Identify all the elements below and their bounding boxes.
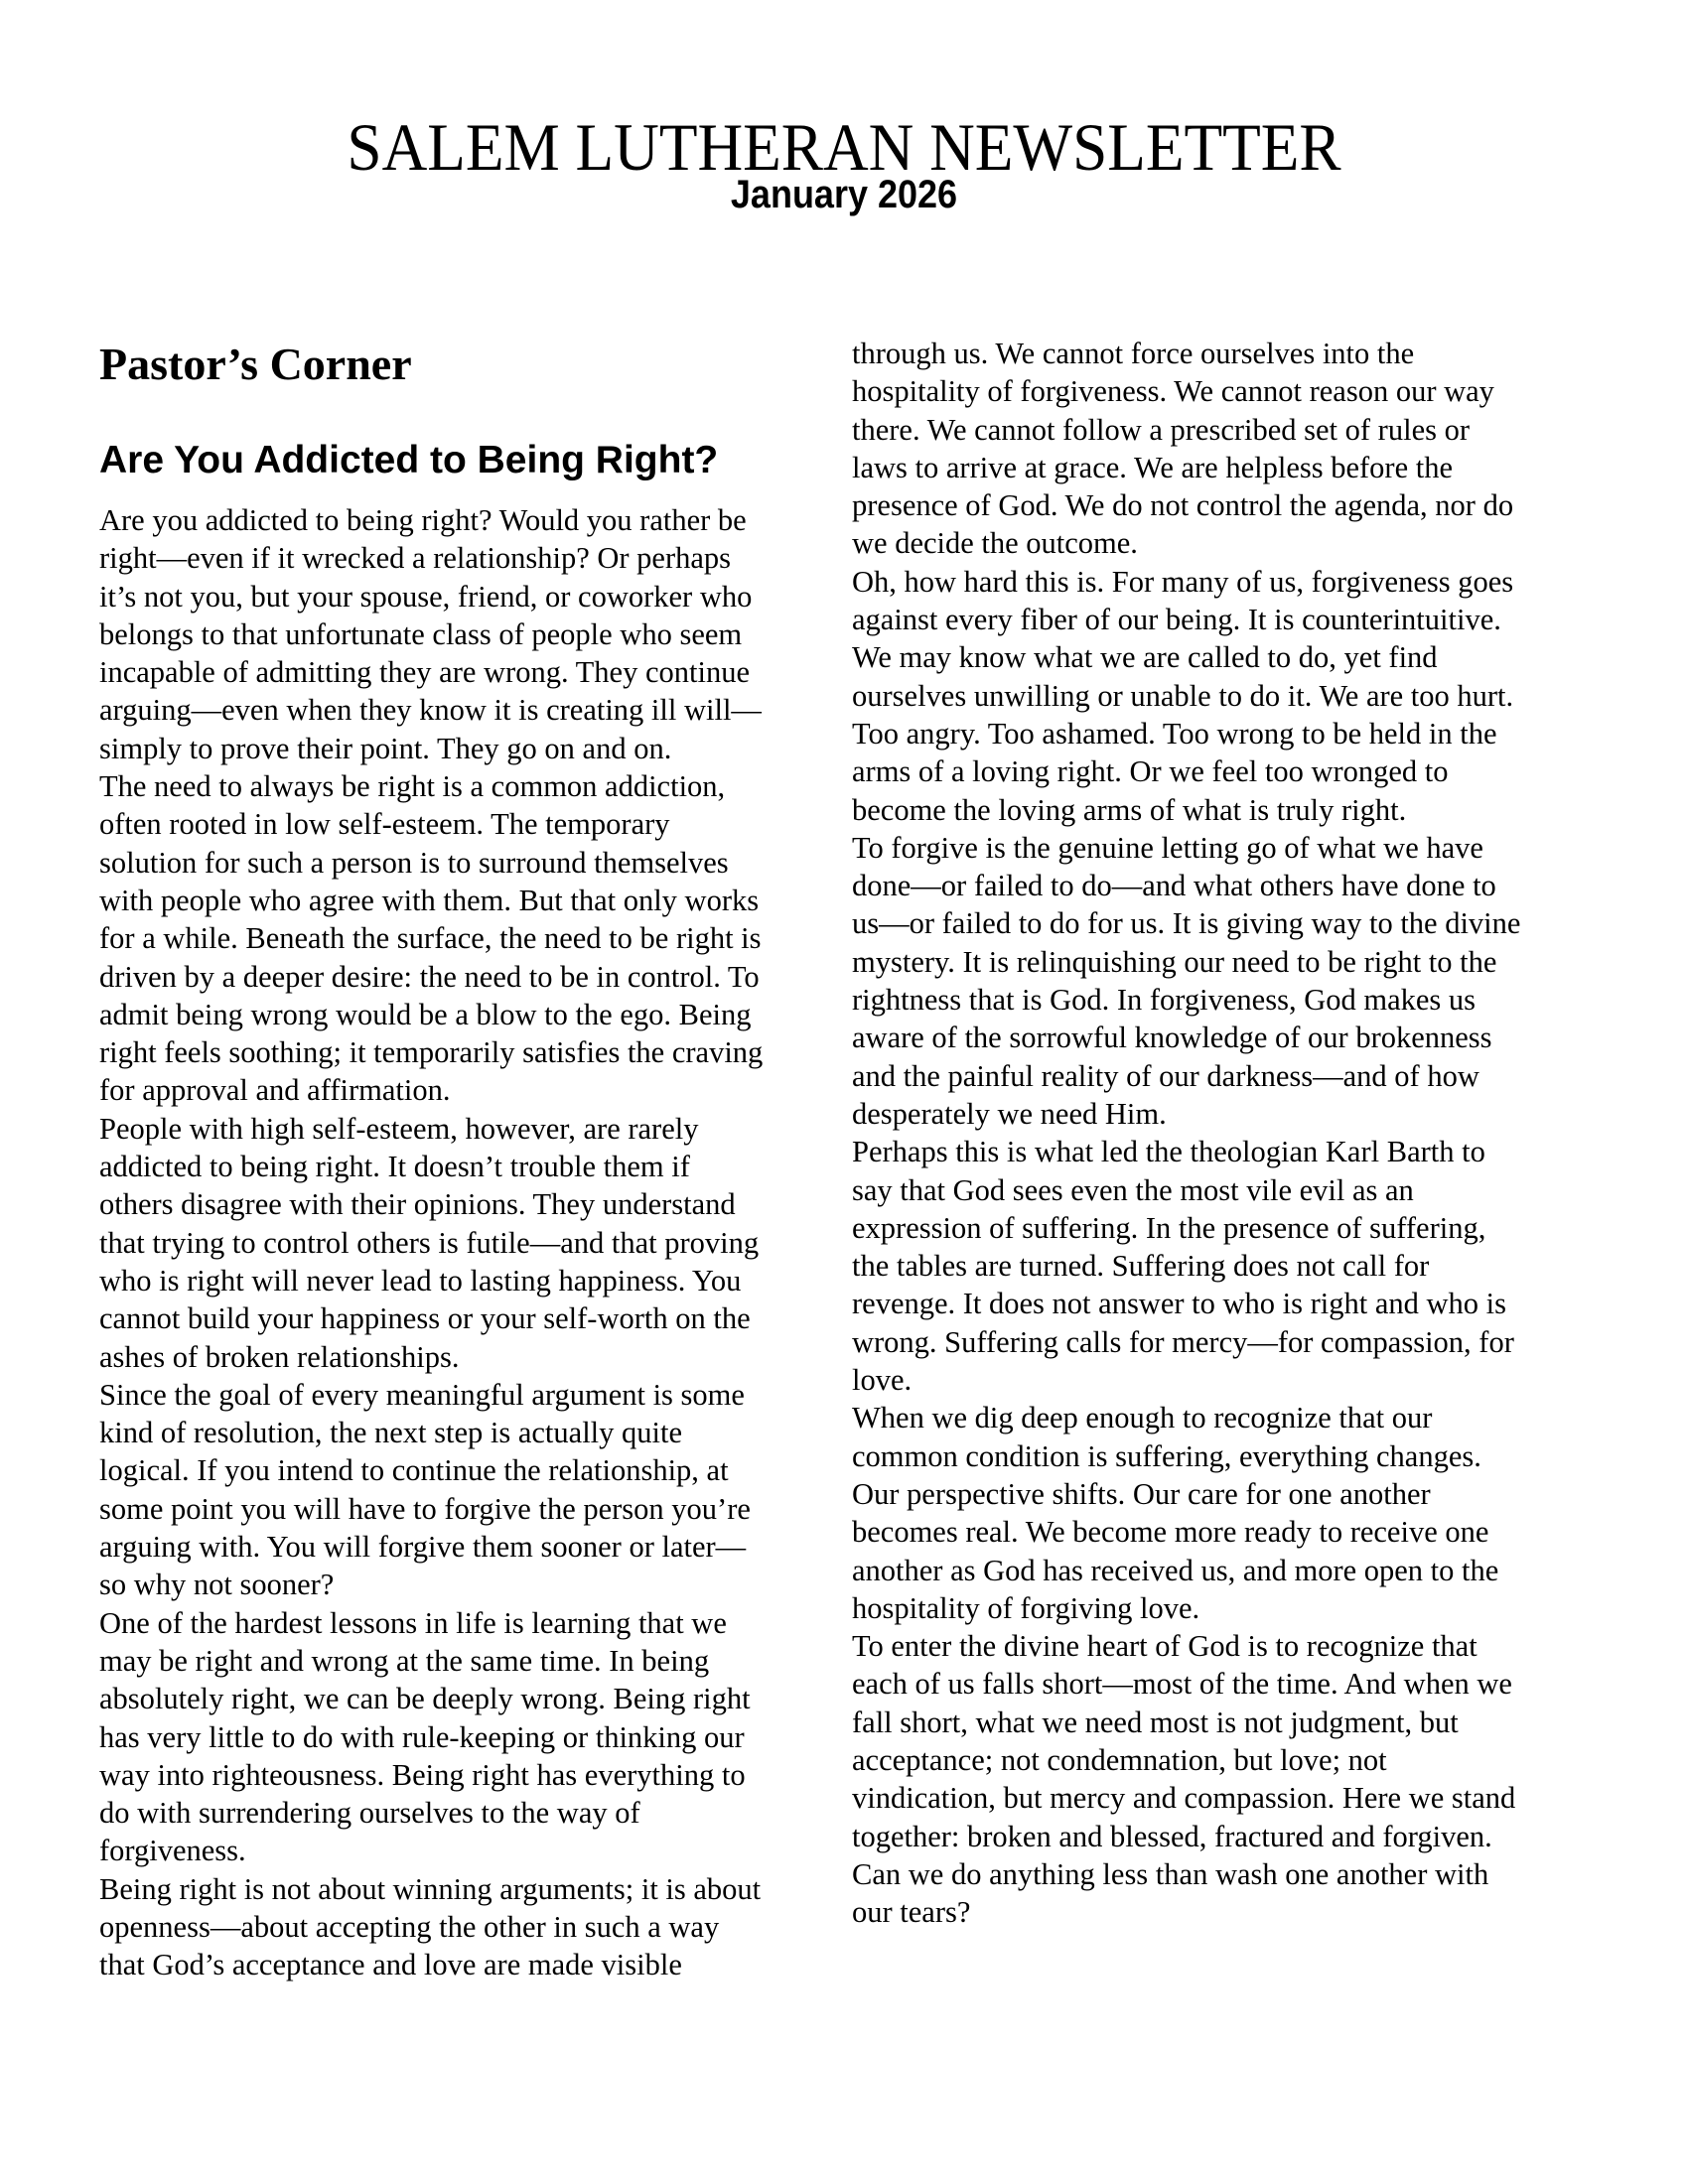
article-text-line: may be right and wrong at the same time. In being — [99, 1643, 710, 1678]
article-text-line: driven by a deeper desire: the need to be in control. To — [99, 959, 760, 994]
article-text-line: wrong. Suffering calls for mercy—for compassion, for — [852, 1324, 1514, 1359]
article-text-line: become the loving arms of what is truly right. — [852, 792, 1407, 827]
article-text-line: right feels soothing; it temporarily satisfies the craving — [99, 1035, 764, 1070]
article-text-line: incapable of admitting they are wrong. They continue — [99, 655, 750, 690]
section-heading: Pastor’s Corner — [99, 339, 412, 389]
article-text-line: Being right is not about winning arguments; it is about — [99, 1871, 762, 1906]
article-text-line: way into righteousness. Being right has everything to — [99, 1757, 746, 1792]
article-text-line: and the painful reality of our darkness—and of how — [852, 1058, 1479, 1093]
article-text-line: Are you addicted to being right? Would you rather be — [99, 503, 747, 537]
article-text-line: for approval and affirmation. — [99, 1073, 451, 1108]
article-text-line: another as God has received us, and more open to the — [852, 1553, 1499, 1587]
article-text-line: we decide the outcome. — [852, 526, 1138, 561]
article-text-line: it’s not you, but your spouse, friend, or coworker who — [99, 579, 753, 614]
article-text-line: Oh, how hard this is. For many of us, forgiveness goes — [852, 564, 1514, 599]
article-text-line: To forgive is the genuine letting go of what we have — [852, 830, 1483, 865]
article-text-line: often rooted in low self-esteem. The temporary — [99, 807, 670, 842]
article-text-line: laws to arrive at grace. We are helpless before the — [852, 450, 1453, 484]
article-text-line: To enter the divine heart of God is to recognize that — [852, 1629, 1477, 1664]
article-text-line: belongs to that unfortunate class of people who seem — [99, 616, 743, 651]
article-text-line: openness—about accepting the other in such a way — [99, 1909, 720, 1944]
article-text-line: We may know what we are called to do, yet find — [852, 640, 1438, 675]
article-text-line: kind of resolution, the next step is actually quite — [99, 1416, 683, 1450]
article-text-line: that trying to control others is futile—and that proving — [99, 1225, 760, 1260]
article-left-column — [99, 501, 854, 1984]
article-text-line: done—or failed to do—and what others have done to — [852, 869, 1496, 903]
article-text-line: revenge. It does not answer to who is right and who is — [852, 1287, 1507, 1321]
article-text-line: expression of suffering. In the presence of suffering, — [852, 1210, 1486, 1245]
article-text-line: has very little to do with rule-keeping or thinking our — [99, 1719, 745, 1754]
article-text-line: admit being wrong would be a blow to the ego. Being — [99, 997, 752, 1031]
article-text-line: hospitality of forgiving love. — [852, 1590, 1200, 1625]
article-text-line: common condition is suffering, everything changes. — [852, 1438, 1481, 1473]
article-text-line: together: broken and blessed, fractured and forgiven. — [852, 1819, 1492, 1853]
article-text-line: ashes of broken relationships. — [99, 1339, 460, 1374]
article-text-line: some point you will have to forgive the person you’re — [99, 1491, 751, 1526]
newsletter-title: SALEM LUTHERAN NEWSLETTER — [347, 109, 1341, 185]
article-text-line: desperately we need Him. — [852, 1096, 1167, 1131]
article-text-line: forgiveness. — [99, 1834, 246, 1868]
issue-date: January 2026 — [730, 173, 958, 216]
article-text-line: arguing—even when they know it is creating ill will— — [99, 693, 762, 728]
article-text-line: One of the hardest lessons in life is learning that we — [99, 1605, 727, 1640]
article-text-line: say that God sees even the most vile evil as an — [852, 1172, 1414, 1207]
article-text-line: arms of a loving right. Or we feel too wronged to — [852, 754, 1449, 789]
article-text-line: rightness that is God. In forgiveness, God makes us — [852, 983, 1477, 1018]
article-text-line: Can we do anything less than wash one another with — [852, 1856, 1489, 1891]
article-text-line: solution for such a person is to surround themselves — [99, 845, 729, 880]
article-text-line: ourselves unwilling or unable to do it. We are too hurt. — [852, 678, 1514, 713]
article-text-line: fall short, what we need most is not judgment, but — [852, 1705, 1459, 1739]
article-text-line: simply to prove their point. They go on and on. — [99, 731, 672, 765]
article-text-line: When we dig deep enough to recognize that our — [852, 1401, 1433, 1435]
article-text-line: Our perspective shifts. Our care for one another — [852, 1476, 1431, 1511]
article-text-line: right—even if it wrecked a relationship? Or perhaps — [99, 541, 732, 576]
article-right-column — [852, 335, 1607, 1931]
article-text-line: presence of God. We do not control the agenda, nor do — [852, 488, 1514, 523]
article-text-line: our tears? — [852, 1895, 971, 1930]
article-text-line: vindication, but mercy and compassion. Here we stand — [852, 1781, 1516, 1816]
article-text-line: The need to always be right is a common addiction, — [99, 769, 726, 804]
article-text-line: Since the goal of every meaningful argument is some — [99, 1377, 745, 1412]
article-text-line: hospitality of forgiveness. We cannot reason our way — [852, 374, 1494, 409]
article-text-line: Perhaps this is what led the theologian Karl Barth to — [852, 1135, 1485, 1169]
article-text-line: so why not sooner? — [99, 1568, 335, 1602]
article-text-line: absolutely right, we can be deeply wrong. Being right — [99, 1682, 751, 1716]
article-text-line: the tables are turned. Suffering does not call for — [852, 1249, 1430, 1284]
article-text-line: Too angry. Too ashamed. Too wrong to be held in the — [852, 716, 1497, 751]
article-text-line: there. We cannot follow a prescribed set of rules or — [852, 412, 1471, 447]
article-text-line: acceptance; not condemnation, but love; not — [852, 1742, 1387, 1777]
article-text-line: love. — [852, 1363, 913, 1398]
article-text-line: addicted to being right. It doesn’t trouble them if — [99, 1150, 690, 1184]
article-text-line: through us. We cannot force ourselves into the — [852, 337, 1415, 370]
article-text-line: with people who agree with them. But that only works — [99, 883, 760, 917]
article-text-line: People with high self-esteem, however, are rarely — [99, 1111, 699, 1146]
article-text-line: who is right will never lead to lasting happiness. You — [99, 1263, 742, 1297]
article-text-line: us—or failed to do for us. It is giving way to the divine — [852, 906, 1521, 941]
article-text-line: becomes real. We become more ready to receive one — [852, 1515, 1489, 1550]
article-text-line: against every fiber of our being. It is counterintuitive. — [852, 603, 1501, 637]
article-text-line: logical. If you intend to continue the relationship, at — [99, 1453, 729, 1488]
article-text-line: cannot build your happiness or your self-worth on the — [99, 1301, 751, 1336]
article-title: Are You Addicted to Being Right? — [99, 439, 719, 481]
article-text-line: each of us falls short—most of the time. And when we — [852, 1667, 1512, 1702]
article-text-line: arguing with. You will forgive them sooner or later— — [99, 1530, 747, 1565]
article-text-line: mystery. It is relinquishing our need to be right to the — [852, 944, 1497, 979]
article-text-line: aware of the sorrowful knowledge of our brokenness — [852, 1021, 1492, 1055]
article-text-line: do with surrendering ourselves to the way of — [99, 1796, 640, 1831]
article-text-line: others disagree with their opinions. They understand — [99, 1187, 736, 1222]
article-text-line: that God’s acceptance and love are made visible — [99, 1948, 682, 1982]
article-text-line: for a while. Beneath the surface, the need to be right is — [99, 921, 762, 956]
